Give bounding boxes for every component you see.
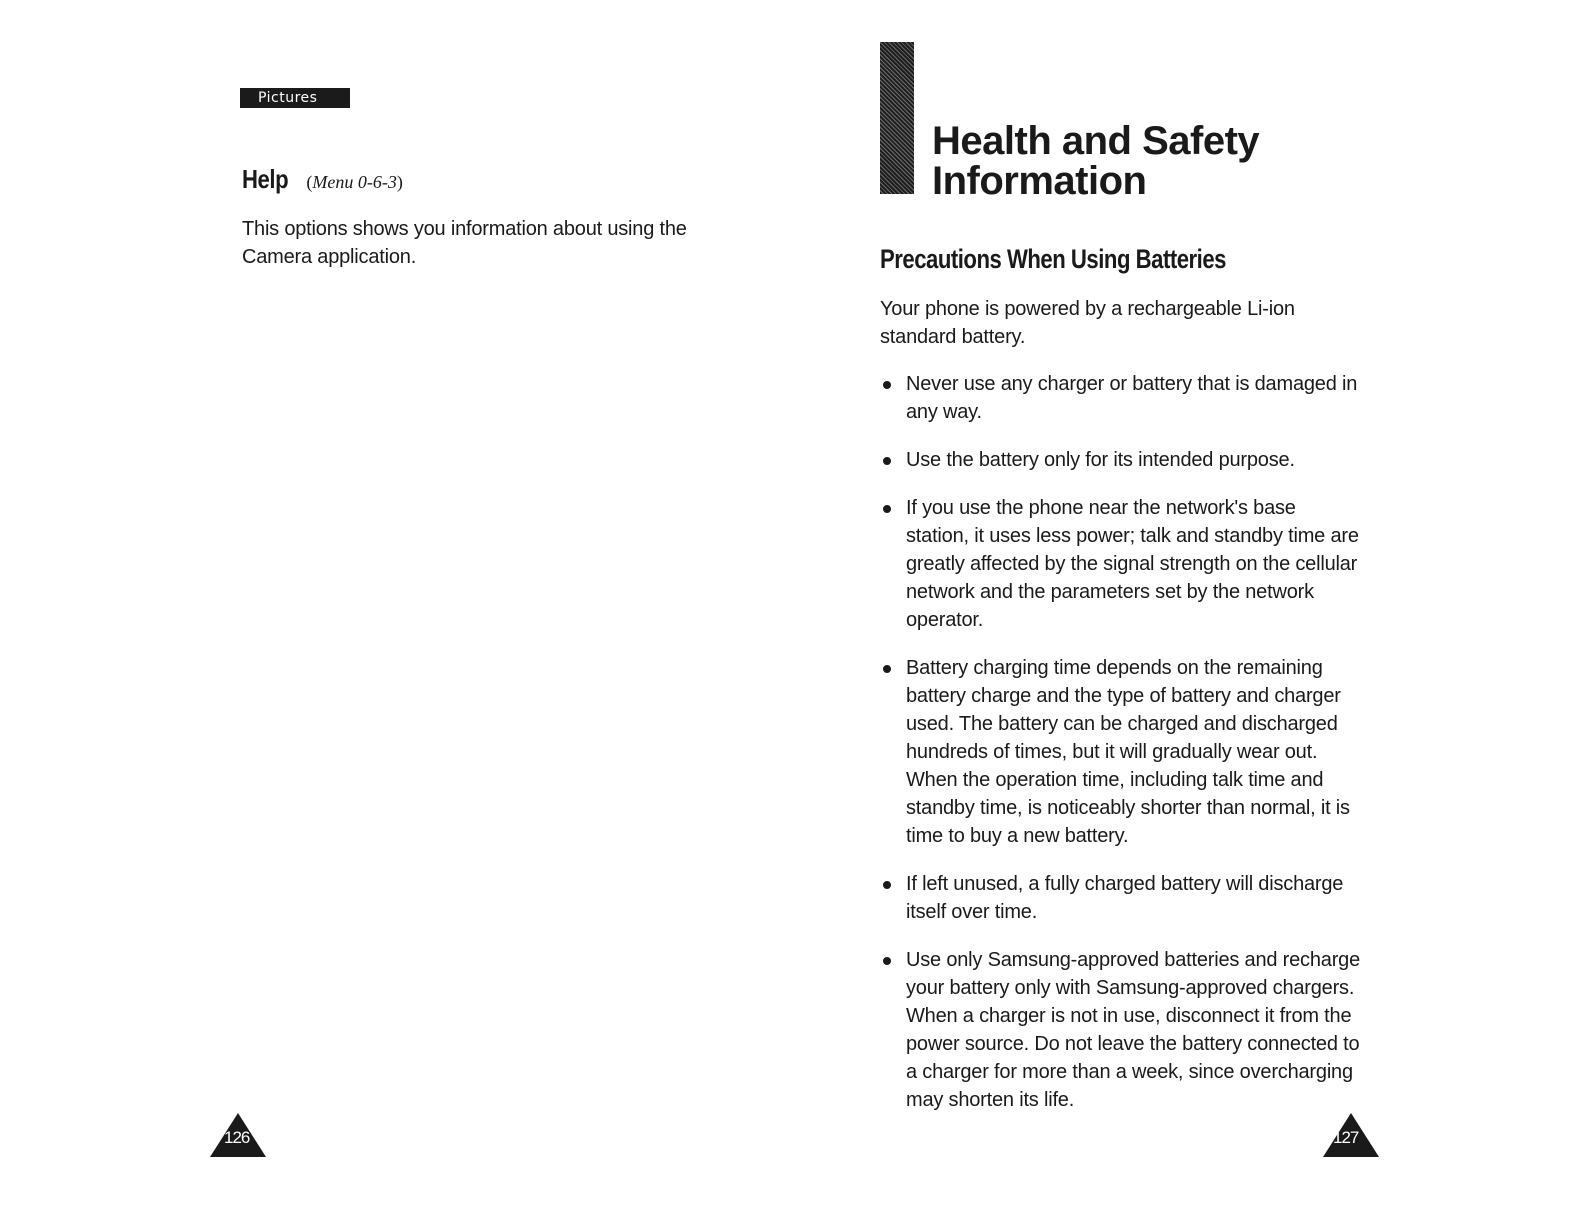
menu-open-paren: ( xyxy=(306,172,313,192)
chapter-marker-bar xyxy=(880,42,914,194)
section-sub-heading: Precautions When Using Batteries xyxy=(880,244,1226,274)
list-item xyxy=(880,870,1360,926)
chapter-title xyxy=(932,121,1259,201)
menu-label: Menu 0-6-3 xyxy=(312,172,397,192)
list-item xyxy=(880,654,1360,850)
page-number-right: 127 xyxy=(1333,1128,1359,1147)
list-item-text: Use only Samsung-approved batteries and recharge your battery only with Samsung-approved chargers. When a charger is not in use, disconnect it from the power source. Do not leave the battery connected to a charger for more than a week, since overcharging may shorten its life. xyxy=(906,949,1361,1111)
precautions-list xyxy=(880,370,1360,1134)
help-body-text: This options shows you information about using the Camera application. xyxy=(242,218,687,268)
help-menu-path xyxy=(306,172,402,193)
list-item-text: If left unused, a fully charged battery will discharge itself over time. xyxy=(906,873,1344,923)
list-item xyxy=(880,446,1360,474)
intro-paragraph: Your phone is powered by a rechargeable Li-ion standard battery. xyxy=(880,298,1295,348)
list-item-text: Battery charging time depends on the remaining battery charge and the type of battery and charger used. The battery can be charged and discharged hundreds of times, but it will gradually wear out. When the operation time, including talk time and standby time, is noticeably shorter than normal, it is time to buy a new battery. xyxy=(906,657,1350,847)
list-item xyxy=(880,370,1360,426)
list-item-text: Never use any charger or battery that is damaged in any way. xyxy=(906,373,1358,423)
list-item-text: Use the battery only for its intended purpose. xyxy=(906,449,1295,471)
bullet-icon xyxy=(883,881,891,889)
list-item xyxy=(880,946,1360,1114)
bullet-icon xyxy=(883,665,891,673)
bullet-icon xyxy=(883,505,891,513)
menu-close-paren: ) xyxy=(396,172,403,192)
bullet-icon xyxy=(883,957,891,965)
chapter-title-line2: Information xyxy=(932,159,1147,203)
help-heading xyxy=(242,164,403,195)
bullet-icon xyxy=(883,457,891,465)
chapter-title-line1: Health and Safety xyxy=(932,119,1260,163)
list-item xyxy=(880,494,1360,634)
page-number-left: 126 xyxy=(224,1128,250,1147)
help-title: Help xyxy=(242,164,289,194)
list-item-text: If you use the phone near the network's base station, it uses less power; talk and standby time are greatly affected by the signal strength on the cellular network and the parameters set by the network operator. xyxy=(906,497,1359,631)
bullet-icon xyxy=(883,381,891,389)
section-tab: Pictures xyxy=(240,88,350,108)
